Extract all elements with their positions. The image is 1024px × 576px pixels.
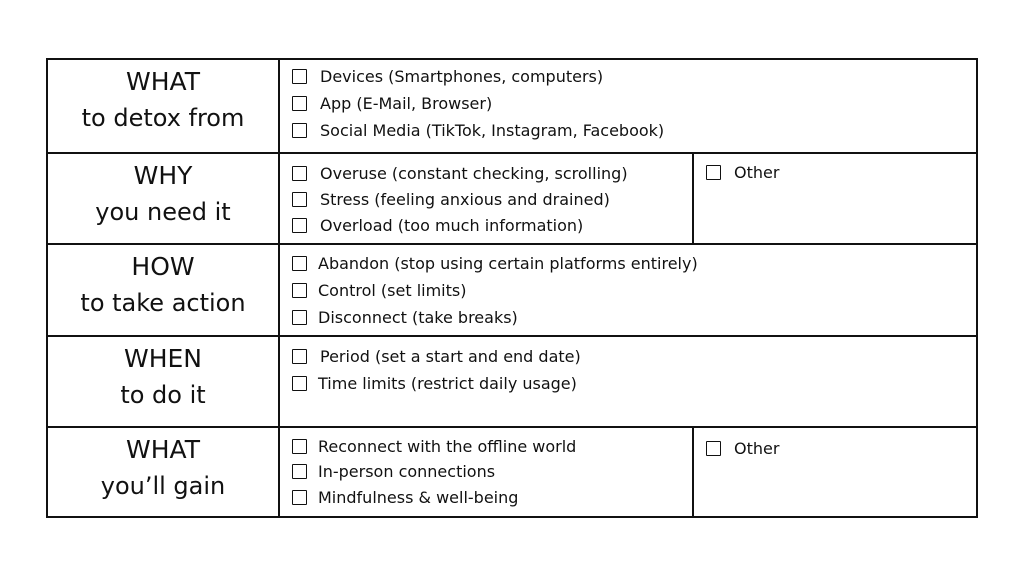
column-divider — [692, 154, 694, 245]
option-label: Devices (Smartphones, computers) — [320, 67, 604, 86]
row-heading: WHAT — [126, 435, 200, 464]
detox-planner-table — [46, 58, 978, 518]
row-label — [48, 337, 280, 426]
row-heading: WHAT — [126, 67, 200, 96]
checkbox[interactable] — [292, 166, 307, 181]
checkbox[interactable] — [292, 256, 307, 271]
row-how-take-action — [48, 243, 976, 335]
checkbox[interactable] — [292, 218, 307, 233]
option-label: Reconnect with the offline world — [318, 437, 577, 456]
row-heading: WHEN — [123, 344, 202, 373]
checkbox[interactable] — [292, 96, 307, 111]
row-heading: HOW — [131, 252, 195, 281]
option-label: In-person connections — [318, 462, 496, 481]
column-divider — [692, 428, 694, 518]
checkbox[interactable] — [292, 192, 307, 207]
option-label: Overload (too much information) — [320, 216, 584, 235]
row-subheading: to take action — [80, 289, 246, 317]
row-what-youll-gain — [48, 426, 976, 516]
checkbox[interactable] — [706, 441, 721, 456]
option-label: Overuse (constant checking, scrolling) — [320, 164, 628, 183]
checkbox[interactable] — [292, 439, 307, 454]
option-label: Abandon (stop using certain platforms entirely) — [318, 254, 698, 273]
other-label: Other — [734, 163, 780, 182]
checkbox[interactable] — [706, 165, 721, 180]
checkbox[interactable] — [292, 464, 307, 479]
row-subheading: to do it — [120, 381, 206, 409]
row-heading: WHY — [133, 161, 193, 190]
row-label — [48, 428, 280, 516]
checkbox[interactable] — [292, 349, 307, 364]
row-subheading: you’ll gain — [100, 472, 226, 500]
row-why-need-it — [48, 152, 976, 243]
checkbox[interactable] — [292, 490, 307, 505]
checkbox[interactable] — [292, 283, 307, 298]
option-label: Stress (feeling anxious and drained) — [320, 190, 610, 209]
row-what-to-detox — [48, 60, 976, 152]
option-label: Social Media (TikTok, Instagram, Facebook) — [320, 121, 665, 140]
option-label: App (E-Mail, Browser) — [320, 94, 493, 113]
checkbox[interactable] — [292, 69, 307, 84]
row-subheading: you need it — [95, 198, 231, 226]
checkbox[interactable] — [292, 123, 307, 138]
row-label — [48, 60, 280, 152]
option-label: Period (set a start and end date) — [320, 347, 581, 366]
checkbox[interactable] — [292, 376, 307, 391]
other-label: Other — [734, 439, 780, 458]
checkbox[interactable] — [292, 310, 307, 325]
row-when-do-it — [48, 335, 976, 426]
option-label: Mindfulness & well-being — [318, 488, 519, 507]
option-label: Control (set limits) — [318, 281, 467, 300]
row-label — [48, 245, 280, 335]
row-label — [48, 154, 280, 243]
option-label: Disconnect (take breaks) — [318, 308, 518, 327]
row-subheading: to detox from — [81, 104, 245, 132]
option-label: Time limits (restrict daily usage) — [318, 374, 577, 393]
